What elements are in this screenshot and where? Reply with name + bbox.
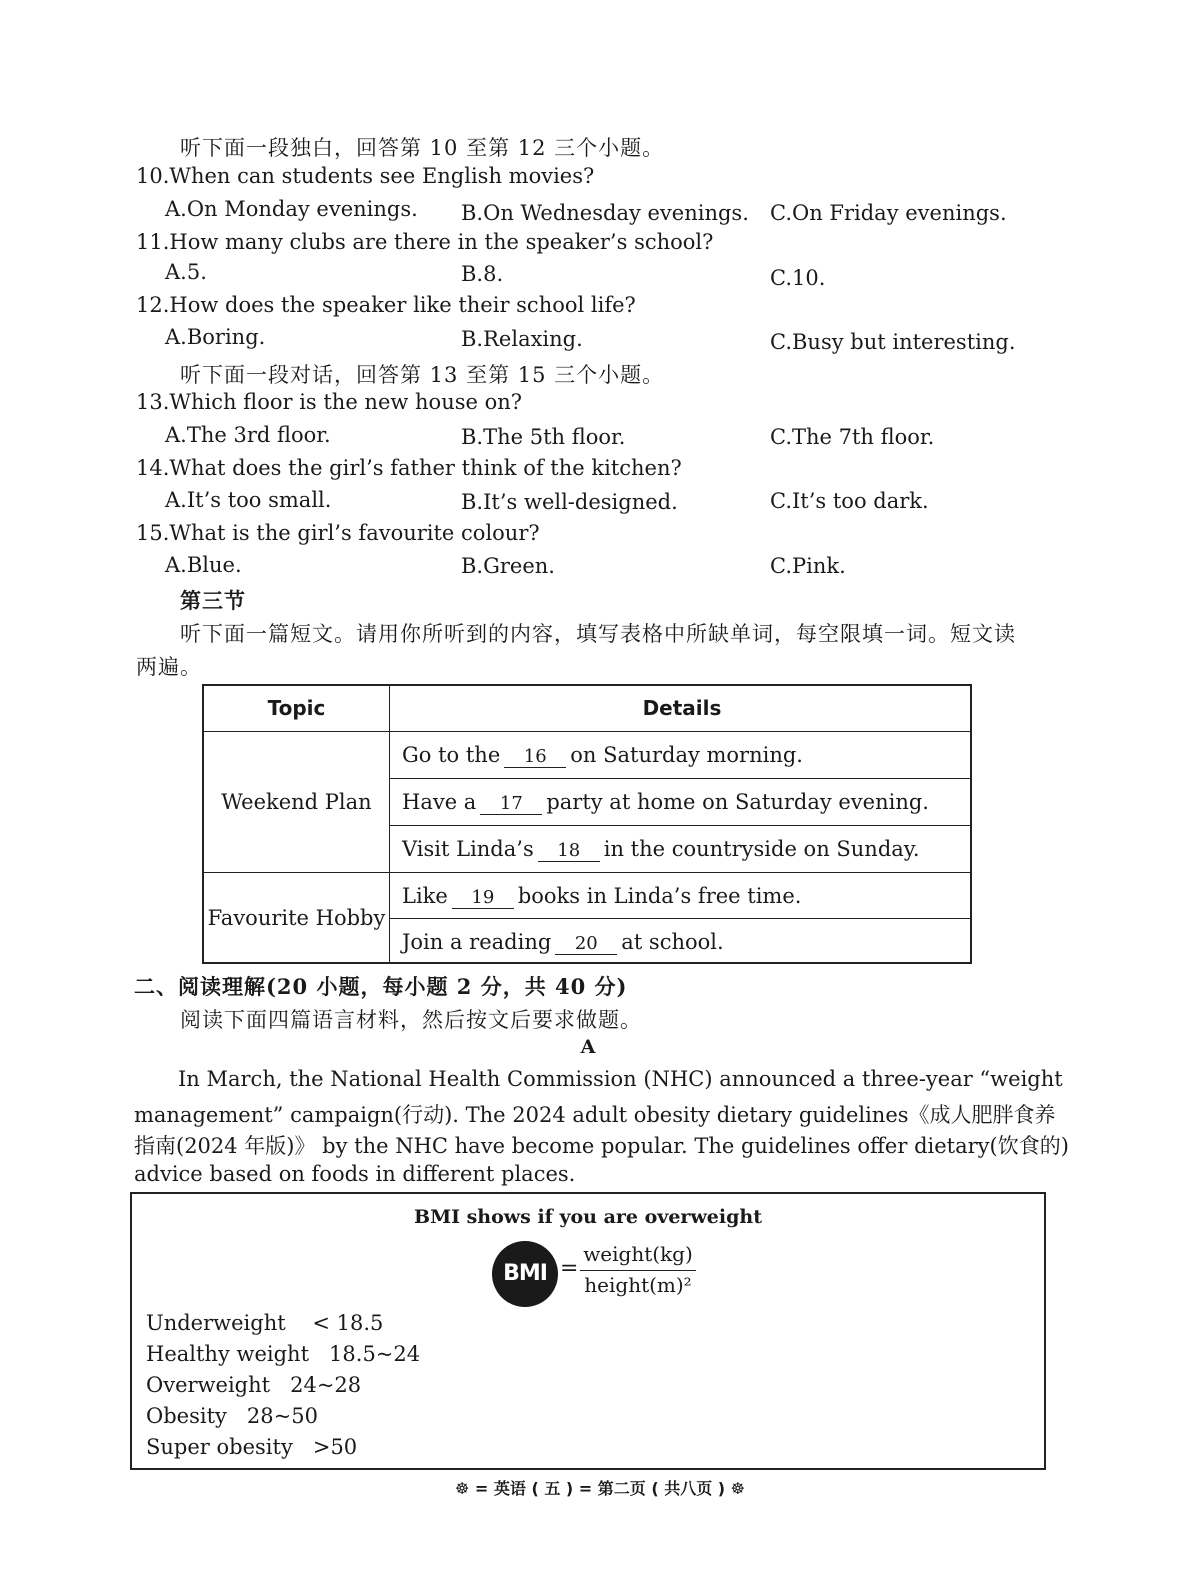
question-15-option-c: C.Pink. [770,554,846,578]
passage-line-3: 指南(2024 年版)》 by the NHC have become popular. The guidelines offer dietary(饮食的) [134,1134,1069,1158]
question-11-option-c: C.10. [770,266,826,290]
bmi-category-label: Healthy weight [146,1342,310,1366]
bmi-info-box [130,1192,1046,1470]
row-text-before: Have a [402,790,477,814]
answer-blank[interactable]: 18 [538,840,600,862]
row-text-after: on Saturday morning. [570,743,803,767]
part2-heading: 二、阅读理解(20 小题，每小题 2 分，共 40 分) [134,974,628,999]
question-14-option-c: C.It’s too dark. [770,489,929,513]
fraction-line [580,1270,696,1271]
question-14-stem: 14.What does the girl’s father think of the kitchen? [136,456,682,480]
bmi-category-label: Obesity [146,1404,227,1428]
bmi-category-row [146,1435,357,1459]
question-10-stem: 10.When can students see English movies? [136,164,595,188]
table-header-topic: Topic [267,696,326,720]
question-11-option-b: B.8. [461,262,504,286]
table-row [402,884,801,909]
formula-numerator: weight(kg) [583,1242,693,1266]
bmi-category-range: 24~28 [290,1373,362,1397]
bmi-category-range: 18.5~24 [329,1342,421,1366]
question-10-option-b: B.On Wednesday evenings. [461,201,749,225]
answer-blank[interactable]: 19 [452,887,514,909]
table-row [402,743,803,768]
section3-instruction-cont: 两遍。 [136,655,202,679]
topic-favourite-hobby: Favourite Hobby [207,906,386,930]
bmi-category-label: Underweight [146,1311,286,1335]
answer-blank[interactable]: 20 [555,933,617,955]
answer-blank[interactable]: 17 [480,793,542,815]
question-10-option-c: C.On Friday evenings. [770,201,1007,225]
bmi-category-row [146,1373,361,1397]
row-text-before: Join a reading [402,930,552,954]
instruction-10-12: 听下面一段独白，回答第 10 至第 12 三个小题。 [180,136,665,160]
question-13-option-b: B.The 5th floor. [461,425,626,449]
table-row [402,930,724,955]
bmi-category-row [146,1311,383,1335]
question-11-option-a: A.5. [165,260,207,284]
passage-label: A [580,1036,596,1058]
row-text-before: Go to the [402,743,501,767]
bmi-category-range: < 18.5 [312,1311,384,1335]
fill-in-table [202,684,972,964]
table-row [402,837,920,862]
passage-line-1: In March, the National Health Commission (NHC) announced a three-year “weight [178,1067,1063,1091]
bmi-category-row [146,1342,420,1366]
bmi-title: BMI shows if you are overweight [414,1206,762,1228]
question-10-option-a: A.On Monday evenings. [165,197,418,221]
question-12-stem: 12.How does the speaker like their school life? [136,293,636,317]
equals-sign: = [560,1256,579,1281]
passage-line-2: management” campaign(行动). The 2024 adult obesity dietary guidelines《成人肥胖食养 [134,1103,1056,1127]
topic-weekend-plan: Weekend Plan [221,790,372,814]
bmi-category-label: Super obesity [146,1435,293,1459]
question-13-option-a: A.The 3rd floor. [165,423,331,447]
formula-denominator: height(m)² [584,1273,692,1297]
section3-instruction: 听下面一篇短文。请用你所听到的内容，填写表格中所缺单词，每空限填一词。短文读 [180,622,1016,646]
row-text-after: in the countryside on Sunday. [603,837,920,861]
passage-line-4: advice based on foods in different places. [134,1162,576,1186]
row-text-before: Like [402,884,448,908]
answer-blank[interactable]: 16 [504,746,566,768]
question-11-stem: 11.How many clubs are there in the speaker’s school? [136,230,714,254]
table-row [402,790,929,815]
question-12-option-c: C.Busy but interesting. [770,330,1016,354]
row-text-after: books in Linda’s free time. [517,884,802,908]
row-text-after: party at home on Saturday evening. [546,790,929,814]
table-header-details: Details [642,696,722,720]
instruction-13-15: 听下面一段对话，回答第 13 至第 15 三个小题。 [180,363,665,387]
part2-instruction: 阅读下面四篇语言材料，然后按文后要求做题。 [180,1008,642,1032]
row-text-after: at school. [621,930,724,954]
question-12-option-b: B.Relaxing. [461,327,583,351]
question-12-option-a: A.Boring. [165,325,266,349]
bmi-category-label: Overweight [146,1373,271,1397]
question-14-option-a: A.It’s too small. [165,488,332,512]
bmi-badge: BMI [492,1241,558,1307]
bmi-category-range: >50 [312,1435,358,1459]
question-15-option-a: A.Blue. [165,553,242,577]
question-13-option-c: C.The 7th floor. [770,425,935,449]
section3-heading: 第三节 [180,588,246,613]
row-text-before: Visit Linda’s [402,837,534,861]
question-14-option-b: B.It’s well-designed. [461,490,678,514]
bmi-category-range: 28~50 [246,1404,318,1428]
question-15-stem: 15.What is the girl’s favourite colour? [136,521,540,545]
bmi-category-row [146,1404,318,1428]
question-15-option-b: B.Green. [461,554,555,578]
page-footer: ☸ = 英语 ( 五 ) = 第二页 ( 共八页 ) ☸ [454,1479,746,1498]
question-13-stem: 13.Which floor is the new house on? [136,390,523,414]
